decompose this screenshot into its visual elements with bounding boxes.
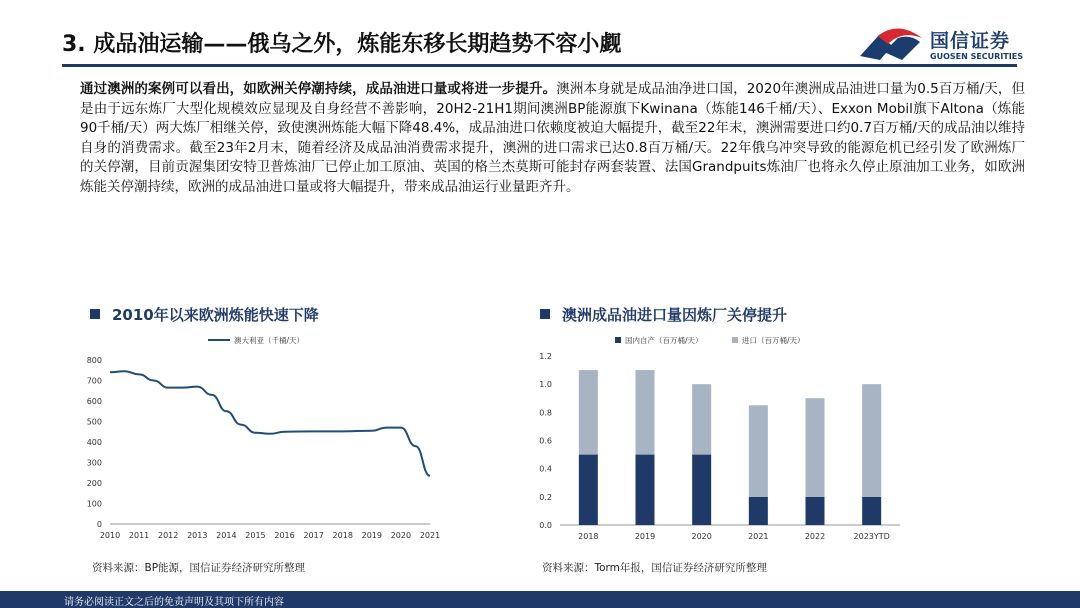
bar-domestic — [692, 455, 711, 525]
logo-cn-text: 国信证券 — [930, 30, 1011, 52]
x-tick-label: 2011 — [128, 531, 150, 540]
x-tick-label: 2016 — [274, 531, 295, 540]
y-tick-label: 0 — [96, 520, 102, 529]
legend-label: 国内自产（百万桶/天） — [625, 336, 703, 345]
square-bullet-icon — [540, 309, 550, 319]
bar-domestic — [636, 455, 655, 525]
x-tick-label: 2023YTD — [853, 532, 890, 541]
bar-import — [749, 405, 768, 497]
x-tick-label: 2015 — [245, 531, 266, 540]
y-tick-label: 800 — [86, 356, 102, 365]
y-tick-label: 100 — [86, 499, 102, 509]
y-tick-label: 700 — [86, 376, 102, 386]
chart2-source: 资料来源：Torm年报，国信证券经济研究所整理 — [542, 562, 767, 574]
bar-import — [636, 370, 655, 454]
series-line-australia — [110, 371, 430, 476]
legend-swatch — [732, 337, 738, 343]
chart1-title — [90, 304, 319, 325]
bar-import — [579, 370, 598, 454]
bar-domestic — [749, 497, 768, 525]
y-tick-label: 0.8 — [539, 408, 552, 418]
y-tick-label: 1.0 — [539, 380, 552, 390]
legend-label: 澳大利亚（千桶/天） — [234, 336, 305, 345]
footer-bar — [0, 591, 1080, 608]
x-tick-label: 2021 — [419, 531, 441, 540]
chart1-source: 资料来源：BP能源，国信证券经济研究所整理 — [92, 562, 306, 574]
bar-domestic — [579, 455, 598, 525]
logo-en-text: GUOSEN SECURITIES — [930, 52, 1023, 61]
x-tick-label: 2020 — [691, 532, 712, 541]
y-tick-label: 0.4 — [539, 464, 552, 474]
bar-domestic — [806, 497, 825, 525]
x-tick-label: 2018 — [578, 532, 599, 541]
chart1-title-text: 2010年以来欧洲炼能快速下降 — [112, 306, 319, 324]
x-tick-label: 2014 — [216, 531, 237, 540]
y-tick-label: 0.0 — [539, 521, 552, 530]
y-tick-label: 600 — [86, 397, 102, 406]
chart2-title-text: 澳洲成品油进口量因炼厂关停提升 — [562, 306, 788, 324]
chart1-line-chart — [80, 328, 450, 548]
body-paragraph — [80, 80, 1025, 197]
guosen-logo-icon — [858, 26, 924, 62]
x-tick-label: 2020 — [390, 531, 412, 540]
bar-domestic — [862, 497, 881, 525]
x-tick-label: 2013 — [187, 531, 208, 540]
legend-swatch — [615, 337, 621, 343]
x-tick-label: 2010 — [99, 531, 121, 540]
x-tick-label: 2012 — [158, 531, 179, 540]
x-tick-label: 2022 — [804, 532, 826, 541]
x-tick-label: 2018 — [332, 531, 353, 540]
x-tick-label: 2021 — [748, 532, 769, 541]
x-tick-label: 2019 — [361, 531, 382, 540]
page-title: 3. 成品油运输——俄乌之外，炼能东移长期趋势不容小觑 — [62, 32, 622, 57]
square-bullet-icon — [90, 309, 100, 319]
body-bold-lead: 通过澳洲的案例可以看出，如欧洲关停潮持续，成品油进口量或将进一步提升。 — [80, 81, 557, 97]
bar-import — [862, 384, 881, 497]
bar-import — [806, 398, 825, 497]
y-tick-label: 300 — [86, 458, 102, 468]
x-tick-label: 2017 — [303, 531, 324, 540]
y-tick-label: 400 — [86, 438, 102, 447]
chart2-stacked-bar-chart — [530, 328, 910, 548]
body-text: 澳洲本身就是成品油净进口国，2020年澳洲成品油进口量为0.5百万桶/天，但是由于远东炼厂大型化规模效应显现及自身经营不善影响，20H2-21H1期间澳洲BP能源旗下Kwinana（炼能146千桶/天）、Exxon Mobil旗下Altona（炼能90千桶/天）两大炼厂相继关停，致使澳洲炼能大幅下降48.4%，成品油进口依赖度被迫大幅提升，截至22年末，澳洲需要进口约0.7百万桶/天的成品油以维持自身的消费需求。截至23年2月末，随着经济及成品油消费需求提升，澳洲的进口需求已达0.8百万桶/天。22年俄乌冲突导致的能源危机已经引发了欧洲炼厂的关停潮，目前贡渥集团安特卫普炼油厂已停止加工原油、英国的格兰杰莫斯可能封存两套装置、法国Grandpuits炼油厂也将永久停止原油加工业务，如欧洲炼能关停潮持续，欧洲的成品油进口量或将大幅提升，带来成品油运行业量距齐升。 — [80, 81, 1026, 195]
legend-label: 进口（百万桶/天） — [742, 336, 805, 345]
chart2-title — [540, 304, 787, 325]
y-tick-label: 0.2 — [539, 492, 552, 502]
bar-import — [692, 384, 711, 454]
y-tick-label: 0.6 — [539, 436, 552, 446]
y-tick-label: 500 — [86, 417, 102, 427]
y-tick-label: 1.2 — [539, 352, 552, 361]
y-tick-label: 200 — [86, 479, 102, 488]
guosen-logo — [858, 24, 1038, 64]
footer-disclaimer: 请务必阅读正文之后的免责声明及其项下所有内容 — [64, 597, 284, 608]
title-bar — [62, 30, 622, 60]
title-rule — [62, 64, 1017, 67]
x-tick-label: 2019 — [634, 532, 656, 541]
